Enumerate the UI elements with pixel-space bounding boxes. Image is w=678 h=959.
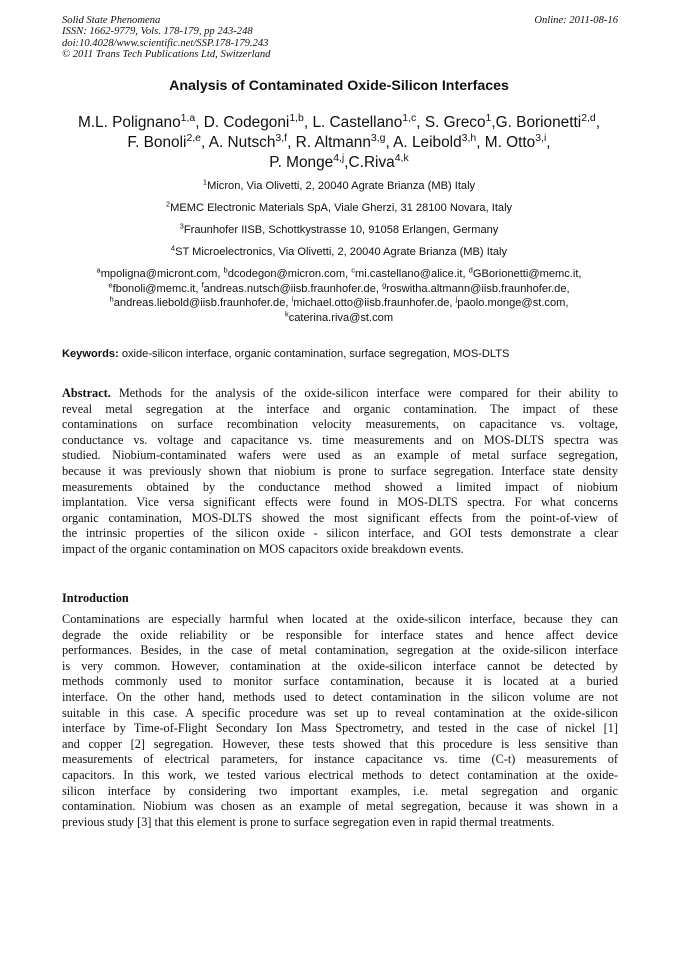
- text-line: conductance vs. voltage and capacitance vs. time measurements and on MOS-DLTS spectra was: [62, 432, 618, 447]
- author: C.Riva$^{4,k}$: [348, 152, 409, 171]
- email[interactable]: $^f$andreas.nutsch@iisb.fraunhofer.de,: [201, 279, 383, 295]
- author: P. Monge$^{4,j}$,: [269, 152, 349, 171]
- text-line: measurements obtained by the conductance method showed a limited impact of niobium: [62, 479, 618, 494]
- email[interactable]: $^g$roswitha.altmann@iisb.fraunhofer.de,: [382, 279, 570, 295]
- email[interactable]: $^e$fbonoli@memc.it,: [108, 279, 202, 295]
- author: M.L. Polignano$^{1,a}$,: [77, 112, 204, 131]
- text-line: the intrinsic properties of the silicon oxide - silicon interface, and GOI tests demonstrate a clear: [62, 526, 618, 541]
- text-line: organic contamination, MOS-DLTS showed the most significant effects from the point-of-view of: [62, 510, 618, 525]
- text-line: performances. Besides, in the case of metal contamination, segregation at the oxide-silicon interface: [62, 643, 618, 658]
- email[interactable]: $^h$andreas.liebold@iisb.fraunhofer.de,: [109, 294, 292, 310]
- text-line: Abstract. Methods for the analysis of the oxide-silicon interface were compared for their ability to: [62, 386, 618, 400]
- email[interactable]: $^d$GBorionetti@memc.it,: [468, 265, 582, 280]
- keywords-text: oxide-silicon interface, organic contamination, surface segregation, MOS-DLTS: [121, 348, 510, 360]
- journal-name: Solid State Phenomena: [62, 15, 161, 26]
- author: F. Bonoli$^{2,e}$,: [127, 132, 209, 151]
- doi-line: doi:10.4028/www.scientific.net/SSP.178-179.243: [62, 37, 269, 49]
- text-line: interface. On the other hand, methods used to detect contamination in the silicon volume are not: [62, 689, 618, 704]
- text-line: is very common. However, contamination at the oxide-silicon interface cannot be detected by: [62, 658, 618, 673]
- abstract: [62, 386, 618, 558]
- affiliation: $^2$MEMC Electronic Materials SpA, Viale Gherzi, 31 28100 Novara, Italy: [165, 199, 513, 214]
- text-line: implantation. Vice versa significant effects were found in MOS-DLTS spectra. For what concerns: [62, 495, 618, 510]
- author: S. Greco$^1$,: [424, 112, 496, 131]
- online-date: Online: 2011-08-16: [534, 15, 618, 26]
- author: G. Borionetti$^{2,d}$,: [495, 112, 601, 131]
- copyright-line: © 2011 Trans Tech Publications Ltd, Switzerland: [62, 49, 271, 61]
- text-line: contamination. Niobium was chosen as an example of metal segregation, because it was shown in a: [62, 799, 618, 814]
- author: M. Otto$^{3,i}$,: [484, 132, 551, 151]
- introduction-body: [62, 612, 618, 830]
- journal-header: [62, 15, 618, 61]
- author: A. Nutsch$^{3,f}$,: [208, 132, 296, 151]
- text-line: previous study [3] that this element is prone to surface segregation even in rapid thermal treatments.: [62, 814, 555, 829]
- author: L. Castellano$^{1,c}$,: [312, 112, 425, 131]
- keywords: [62, 348, 618, 360]
- text-line: impact of the organic contamination on MOS capacitors oxide breakdown events.: [62, 541, 464, 556]
- abstract-label: Abstract.: [62, 386, 111, 400]
- email[interactable]: $^b$dcodegon@micron.com,: [223, 265, 352, 280]
- email[interactable]: $^a$mpoligna@micront.com,: [96, 265, 224, 280]
- text-line: measurements of electrical parameters, for instance capacitance vs. time (C-t) measurements of: [62, 752, 618, 767]
- text-line: suitable in this case. A specific procedure was set up to reveal contamination at the oxide-silicon: [62, 705, 618, 720]
- email[interactable]: $^c$mi.castellano@alice.it,: [351, 265, 469, 280]
- text-line: and copper [2] segregation. However, these tests showed that this procedure is less sensitive than: [62, 736, 618, 751]
- affiliation: $^4$ST Microelectronics, Via Olivetti, 2, 20040 Agrate Brianza (MB) Italy: [170, 243, 508, 258]
- paper-title: Analysis of Contaminated Oxide-Silicon Interfaces: [169, 78, 509, 94]
- affiliation: $^3$Fraunhofer IISB, Schottkystrasse 10, 91058 Erlangen, Germany: [179, 221, 499, 236]
- text-line: degrade the oxide reliability or be responsible for interface states and hence affect device: [62, 627, 618, 642]
- email-list: [40, 267, 638, 325]
- text-line: methods commonly used to monitor surface contamination, because it is located at a buried: [62, 674, 618, 689]
- author: R. Altmann$^{3,g}$,: [295, 132, 394, 151]
- email[interactable]: $^i$michael.otto@iisb.fraunhofer.de,: [291, 294, 456, 310]
- text-line: Contaminations are especially harmful when located at the oxide-silicon interface, because they can: [62, 612, 618, 626]
- text-line: studied. Niobium-contaminated wafers were used as an example of metal surface segregation,: [62, 448, 618, 463]
- keywords-label: Keywords:: [62, 348, 119, 360]
- author: A. Leibold$^{3,h}$,: [393, 132, 485, 151]
- author-list: [40, 113, 638, 173]
- text-line: interface by Time-of-Flight Secondary Ion Mass Spectrometry, and tested in the case of nickel [1]: [62, 721, 618, 736]
- text-line: reveal metal segregation at the interface and organic contamination. The impact of these: [62, 401, 618, 416]
- affiliation: $^1$Micron, Via Olivetti, 2, 20040 Agrate Brianza (MB) Italy: [202, 177, 476, 192]
- introduction-heading: Introduction: [62, 591, 129, 605]
- author: D. Codegoni$^{1,b}$,: [203, 112, 313, 131]
- text-line: contaminations on surface recombination velocity measurements, on capacitance vs. voltage,: [62, 417, 618, 432]
- issn-line: ISSN: 1662-9779, Vols. 178-179, pp 243-248: [62, 26, 253, 38]
- email[interactable]: $^j$paolo.monge@st.com,: [455, 294, 569, 310]
- text-line: because it was previously shown that niobium is prone to surface segregation. Interface state density: [62, 463, 618, 478]
- text-line: capacitors. In this work, we tested various electrical methods to detect contamination at the oxide-: [62, 767, 618, 782]
- email[interactable]: $^k$caterina.riva@st.com: [284, 309, 394, 324]
- text-line: silicon interface by considering two important examples, i.e. metal segregation and organic: [62, 783, 618, 798]
